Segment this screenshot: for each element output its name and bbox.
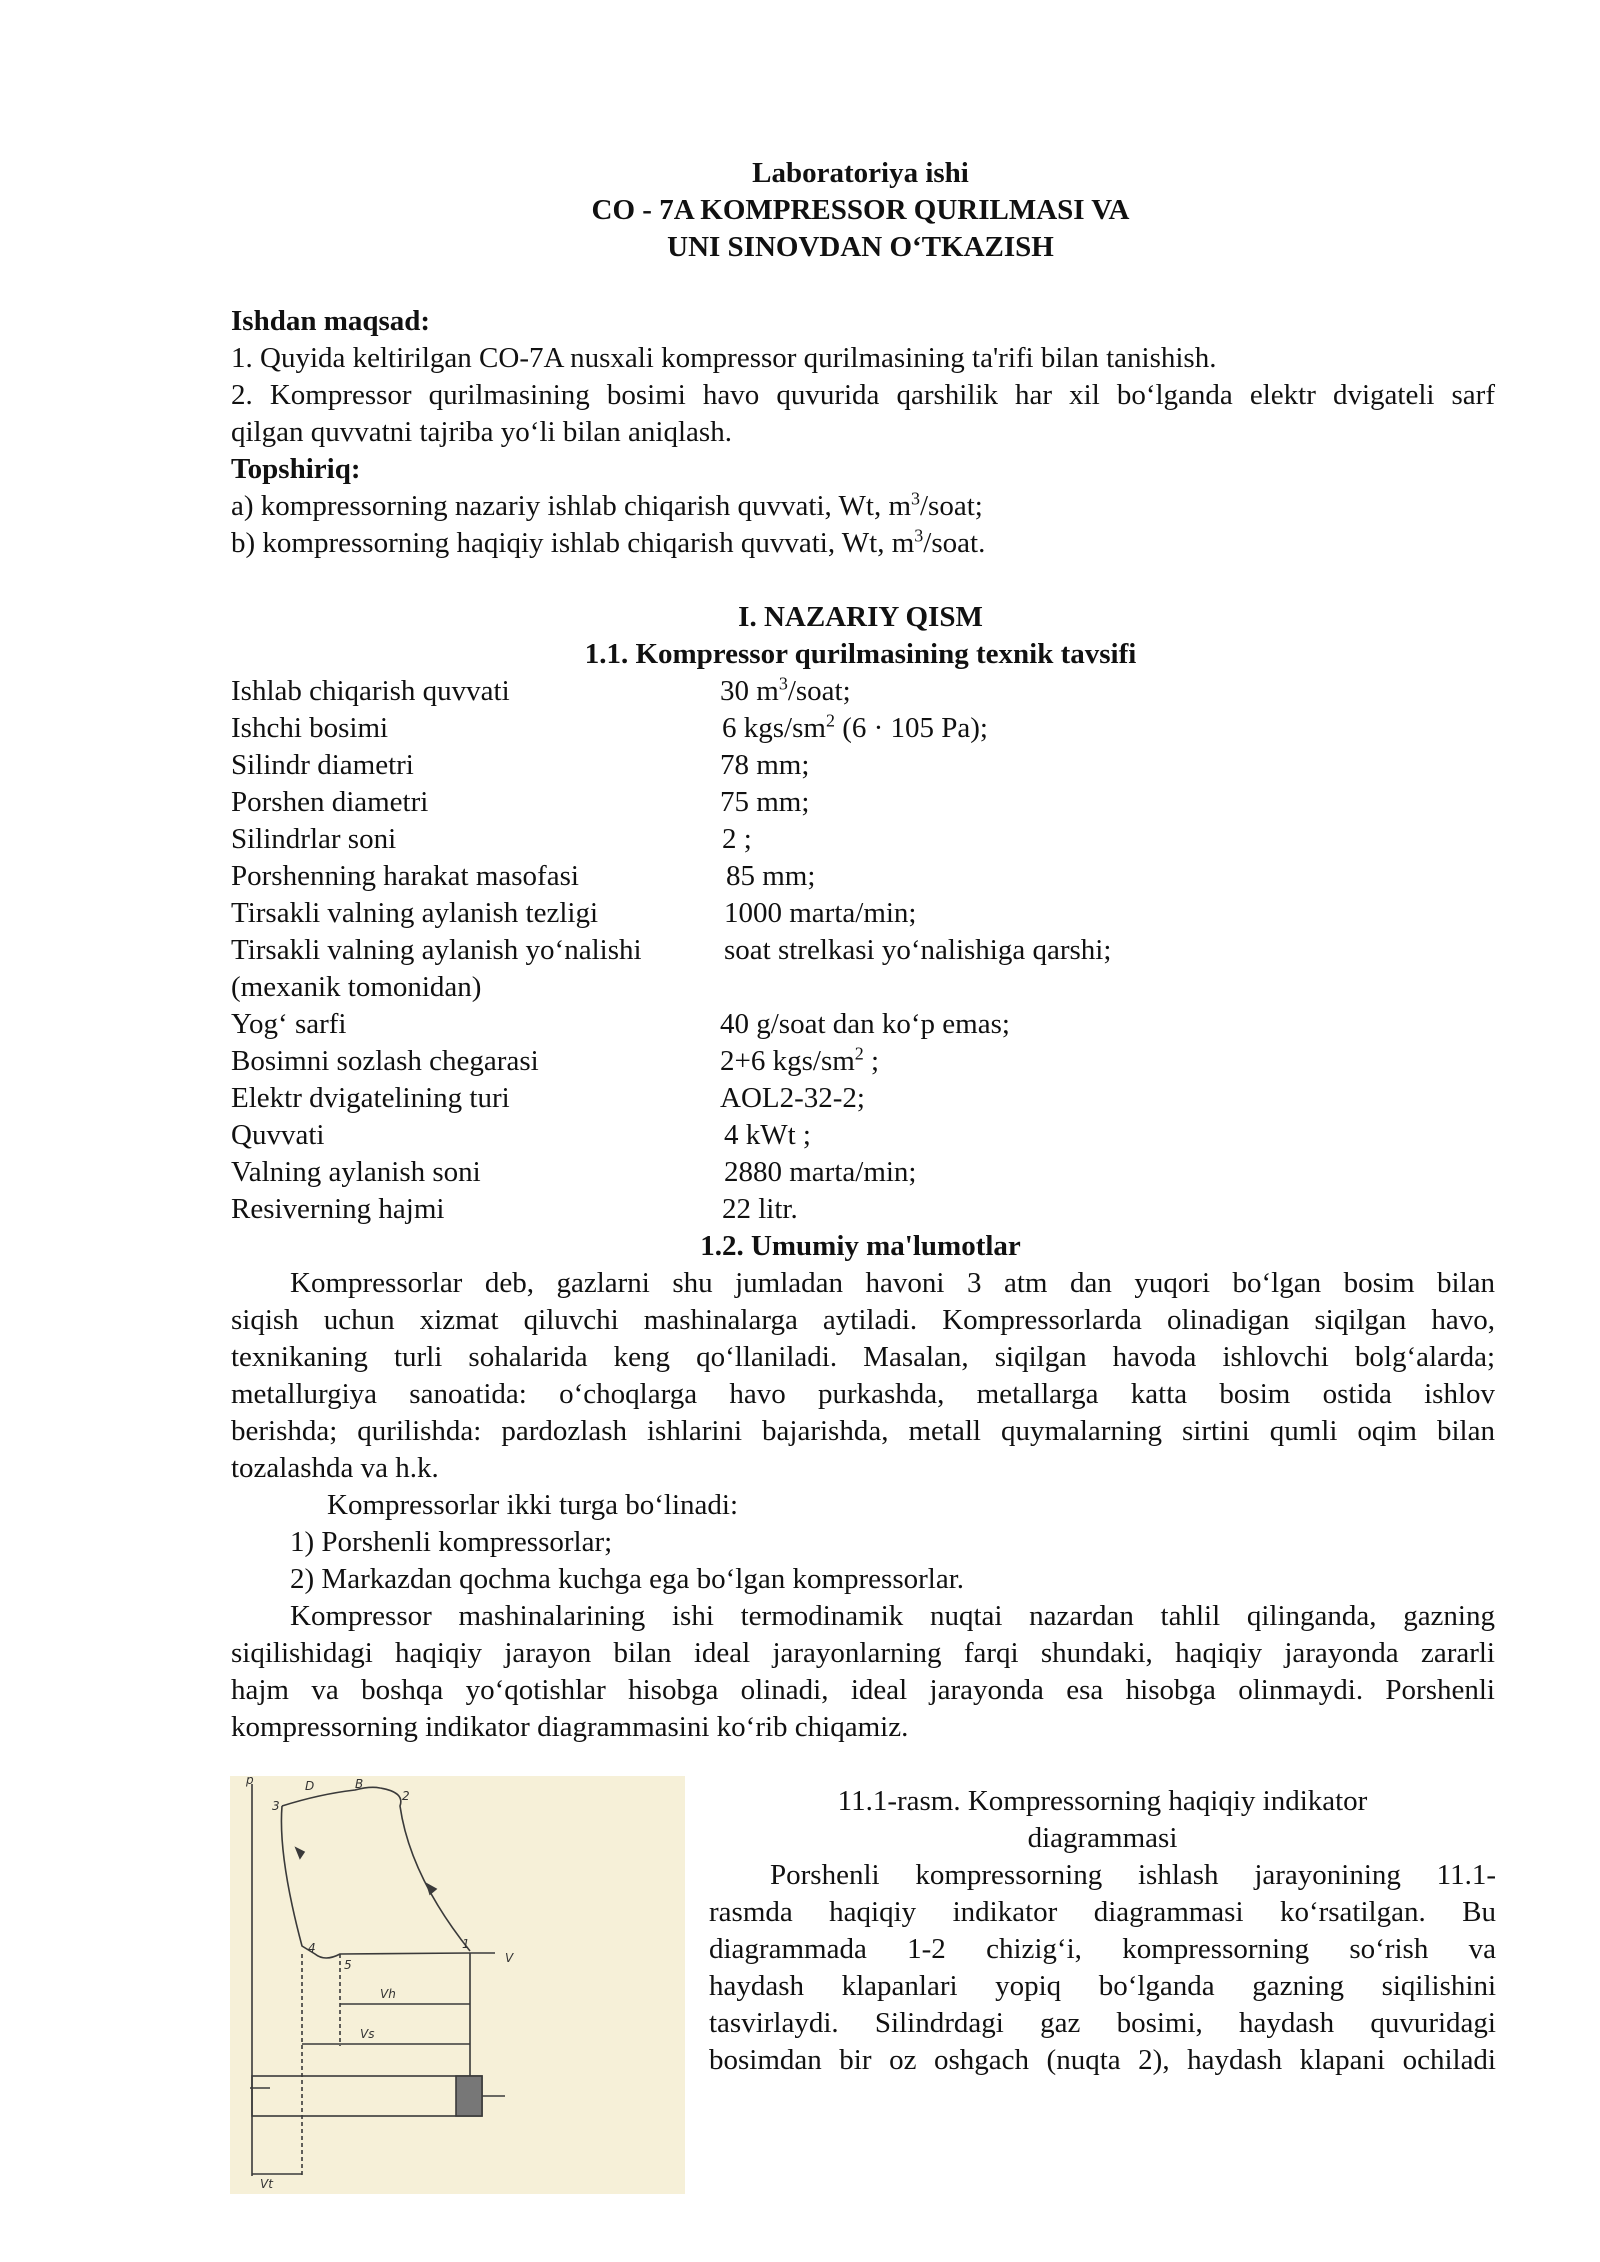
paragraph-line: siqilishidagi haqiqiy jarayon bilan ideal jarayonlarning farqi shundaki, haqiqiy jarayonda zararli — [231, 1637, 1495, 1669]
spec-label: Resiverning hajmi — [231, 1193, 445, 1225]
spec-label: Porshenning harakat masofasi — [231, 860, 579, 892]
spec-value: 30 $m^3$/soat; — [720, 673, 851, 707]
spec-value: 2+6 kgs/$sm^2$ ; — [720, 1043, 880, 1077]
suction-curve — [281, 1806, 470, 1958]
label-5: 5 — [344, 1958, 352, 1972]
spec-label: Elektr dvigatelining turi — [231, 1082, 510, 1114]
paragraph-line: Kompressorlar deb, gazlarni shu jumladan havoni 3 atm dan yuqori bo‘lgan bosim bilan — [290, 1267, 1495, 1299]
title-line-1: CO - 7A KOMPRESSOR QURILMASI VA — [591, 194, 1130, 226]
spec-label: Silindr diametri — [231, 749, 414, 781]
label-p: p — [246, 1776, 254, 1787]
paragraph-line: rasmda haqiqiy indikator diagrammasi ko‘rsatilgan. Bu — [709, 1896, 1496, 1928]
indicator-diagram-figure — [230, 1776, 685, 2194]
paragraph-line: Kompressor mashinalarining ishi termodinamik nuqtai nazardan tahlil qilinganda, gazning — [290, 1600, 1495, 1632]
paragraph-line: bosimdan bir oz oshgach (nuqta 2), haydash klapani ochiladi — [709, 2044, 1496, 2076]
spec-label: Porshen diametri — [231, 786, 429, 818]
paragraph-line: diagrammada 1-2 chizig‘i, kompressorning so‘rish va — [709, 1933, 1496, 1965]
paragraph-line: tozalashda va h.k. — [231, 1452, 439, 1484]
theory-heading: I. NAZARIY QISM — [738, 601, 983, 633]
paragraph-line: Porshenli kompressorning ishlash jarayonining 11.1- — [770, 1859, 1496, 1891]
label-vt: Vt — [260, 2177, 273, 2191]
general-heading: 1.2. Umumiy ma'lumotlar — [700, 1230, 1021, 1262]
specs-heading: 1.1. Kompressor qurilmasining texnik tavsifi — [584, 638, 1137, 670]
label-d: D — [305, 1779, 315, 1793]
list-item: 2) Markazdan qochma kuchga ega bo‘lgan kompressorlar. — [290, 1563, 965, 1595]
goal-item-2-line-1: 2. Kompressor qurilmasining bosimi havo quvurida qarshilik har xil bo‘lganda elektr dvigateli sarf — [231, 379, 1495, 411]
spec-label: Ishlab chiqarish quvvati — [231, 675, 510, 707]
spec-value: 22 litr. — [722, 1193, 798, 1225]
task-heading: Topshiriq: — [231, 453, 361, 485]
spec-value: 6 kgs/$sm^2$ (6 · 105 Pa); — [722, 710, 988, 744]
compression-curve — [282, 1787, 470, 1951]
figure-caption-line-2: diagrammasi — [1027, 1822, 1178, 1854]
spec-value: soat strelkasi yo‘nalishiga qarshi; — [724, 934, 1112, 966]
types-intro: Kompressorlar ikki turga bo‘linadi: — [327, 1489, 739, 1521]
spec-value: 85 mm; — [726, 860, 816, 892]
paragraph-line: hajm va boshqa yo‘qotishlar hisobga olinadi, ideal jarayonda esa hisobga olinmaydi. Porshenli — [231, 1674, 1495, 1706]
goal-item-2-line-2: qilgan quvvatni tajriba yo‘li bilan aniqlash. — [231, 416, 732, 448]
figure-caption-line-1: 11.1-rasm. Kompressorning haqiqiy indikator — [837, 1785, 1368, 1817]
paragraph-line: texnikaning turli sohalarida keng qo‘llaniladi. Masalan, siqilgan havoda ishlovchi bolg‘alarda; — [231, 1341, 1495, 1373]
doc-type-title: Laboratoriya ishi — [752, 157, 969, 189]
spec-label: Tirsakli valning aylanish tezligi — [231, 897, 599, 929]
spec-label: Silindrlar soni — [231, 823, 397, 855]
title-line-2: UNI SINOVDAN O‘TKAZISH — [667, 231, 1054, 263]
spec-label: Bosimni sozlash chegarasi — [231, 1045, 539, 1077]
goal-heading: Ishdan maqsad: — [231, 305, 431, 337]
indicator-diagram — [230, 1776, 685, 2194]
label-3: 3 — [272, 1799, 280, 1813]
label-2: 2 — [402, 1789, 410, 1803]
label-v: V — [505, 1951, 514, 1965]
spec-value: 75 mm; — [720, 786, 810, 818]
label-vh: Vh — [380, 1987, 396, 2001]
spec-value: 78 mm; — [720, 749, 810, 781]
paragraph-line: tasvirlaydi. Silindrdagi gaz bosimi, haydash quvuridagi — [709, 2007, 1496, 2039]
spec-value: 2 ; — [722, 823, 752, 855]
spec-label: Quvvati — [231, 1119, 325, 1151]
spec-label: Valning aylanish soni — [231, 1156, 481, 1188]
spec-value: 4 kWt ; — [724, 1119, 811, 1151]
spec-label: Yog‘ sarfi — [231, 1008, 347, 1040]
spec-value: 1000 marta/min; — [724, 897, 917, 929]
paragraph-line: siqish uchun xizmat qiluvchi mashinalarga aytiladi. Kompressorlarda olinadigan siqilgan havo, — [231, 1304, 1495, 1336]
list-item: 1) Porshenli kompressorlar; — [290, 1526, 613, 1558]
label-vs: Vs — [360, 2027, 375, 2041]
label-1: 1 — [462, 1937, 470, 1951]
paragraph-line: berishda; qurilishda: pardozlash ishlarini bajarishda, metall quymalarning sirtini qumli oqim bilan — [231, 1415, 1495, 1447]
spec-label: (mexanik tomonidan) — [231, 971, 482, 1003]
goal-item-1: 1. Quyida keltirilgan CO-7A nusxali kompressor qurilmasining ta'rifi bilan tanishish. — [231, 342, 1217, 374]
task-item-b: b) kompressorning haqiqiy ishlab chiqarish quvvati, Wt, $m^3$/soat. — [231, 525, 986, 559]
spec-value: 40 g/soat dan ko‘p emas; — [720, 1008, 1010, 1040]
spec-label: Tirsakli valning aylanish yo‘nalishi — [231, 934, 642, 966]
spec-value: AOL2-32-2; — [720, 1082, 865, 1114]
label-b: B — [355, 1777, 364, 1791]
label-4: 4 — [308, 1941, 316, 1955]
paragraph-line: kompressorning indikator diagrammasini ko‘rib chiqamiz. — [231, 1711, 909, 1743]
task-item-a: a) kompressorning nazariy ishlab chiqarish quvvati, Wt, $m^3$/soat; — [231, 488, 983, 522]
spec-value: 2880 marta/min; — [724, 1156, 917, 1188]
paragraph-line: haydash klapanlari yopiq bo‘lganda gazning siqilishini — [709, 1970, 1496, 2002]
paragraph-line: metallurgiya sanoatida: o‘choqlarga havo purkashda, metallarga katta bosim ostida ishlov — [231, 1378, 1495, 1410]
spec-label: Ishchi bosimi — [231, 712, 389, 744]
